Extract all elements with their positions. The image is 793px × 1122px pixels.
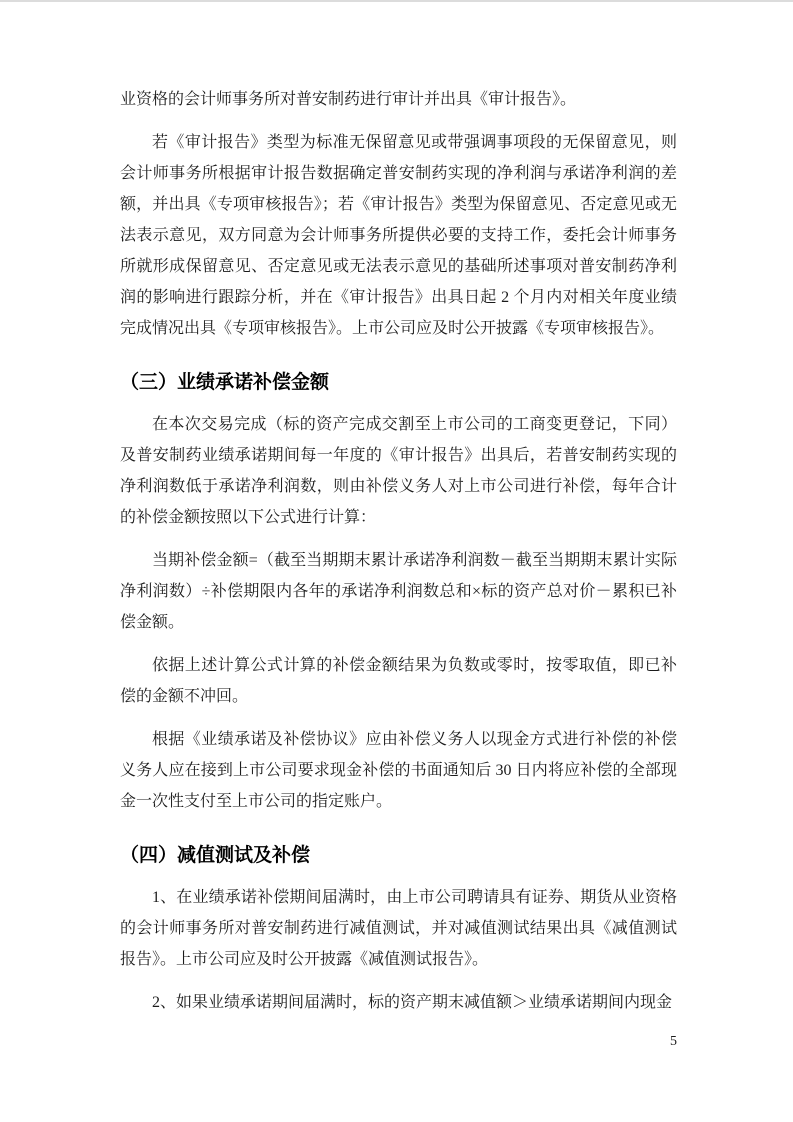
body-paragraph-cash-payment-terms: 根据《业绩承诺及补偿协议》应由补偿义务人以现金方式进行补偿的补偿义务人应在接到上市公司要求现金补偿的书面通知后 30 日内将应补偿的全部现金一次性支付至上市公司的指定账户。 <box>120 731 677 810</box>
body-paragraph-impairment-condition: 2、如果业绩承诺期间届满时，标的资产期末减值额＞业绩承诺期间内现金 <box>152 994 673 1011</box>
body-paragraph-impairment-test-report: 1、在业绩承诺补偿期间届满时，由上市公司聘请具有证券、期货从业资格的会计师事务所对普安制药进行减值测试，并对减值测试结果出具《减值测试报告》。上市公司应及时公开披露《减值测试报告》。 <box>120 889 677 968</box>
section-heading-impairment-test: （四）减值测试及补偿 <box>120 845 311 866</box>
body-paragraph-audit-report-types: 若《审计报告》类型为标准无保留意见或带强调事项段的无保留意见，则会计师事务所根据审计报告数据确定普安制药实现的净利润与承诺净利润的差额，并出具《专项审核报告》；若《审计报告》类型为保留意见、否定意见或无法表示意见，双方同意为会计师事务所提供必要的支持工作，委托会计师事务所就形成保留意见、否定意见或无法表示意见的基础所述事项对普安制药净利润的影响进行跟踪分析，并在《审计报告》出具日起 2 个月内对相关年度业绩完成情况出具《专项审核报告》。上市公司应及时公开披露《专项审核报告》。 <box>120 134 677 337</box>
scan-edge-artifact <box>0 0 793 2</box>
body-paragraph-compensation-formula: 当期补偿金额=（截至当期期末累计承诺净利润数－截至当期期末累计实际净利润数）÷补偿期限内各年的承诺净利润数总和×标的资产总对价－累积已补偿金额。 <box>120 552 677 631</box>
body-paragraph-continuation: 业资格的会计师事务所对普安制药进行审计并出具《审计报告》。 <box>120 91 577 108</box>
section-heading-compensation-amount: （三）业绩承诺补偿金额 <box>120 372 330 393</box>
document-content <box>120 84 677 1030</box>
body-paragraph-negative-or-zero-rule: 依据上述计算公式计算的补偿金额结果为负数或零时，按零取值，即已补偿的金额不冲回。 <box>120 657 677 705</box>
page-number: 5 <box>670 1034 677 1049</box>
body-paragraph-compensation-trigger: 在本次交易完成（标的资产完成交割至上市公司的工商变更登记，下同）及普安制药业绩承诺期间每一年度的《审计报告》出具后，若普安制药实现的净利润数低于承诺净利润数，则由补偿义务人对上市公司进行补偿，每年合计的补偿金额按照以下公式进行计算： <box>120 416 677 526</box>
